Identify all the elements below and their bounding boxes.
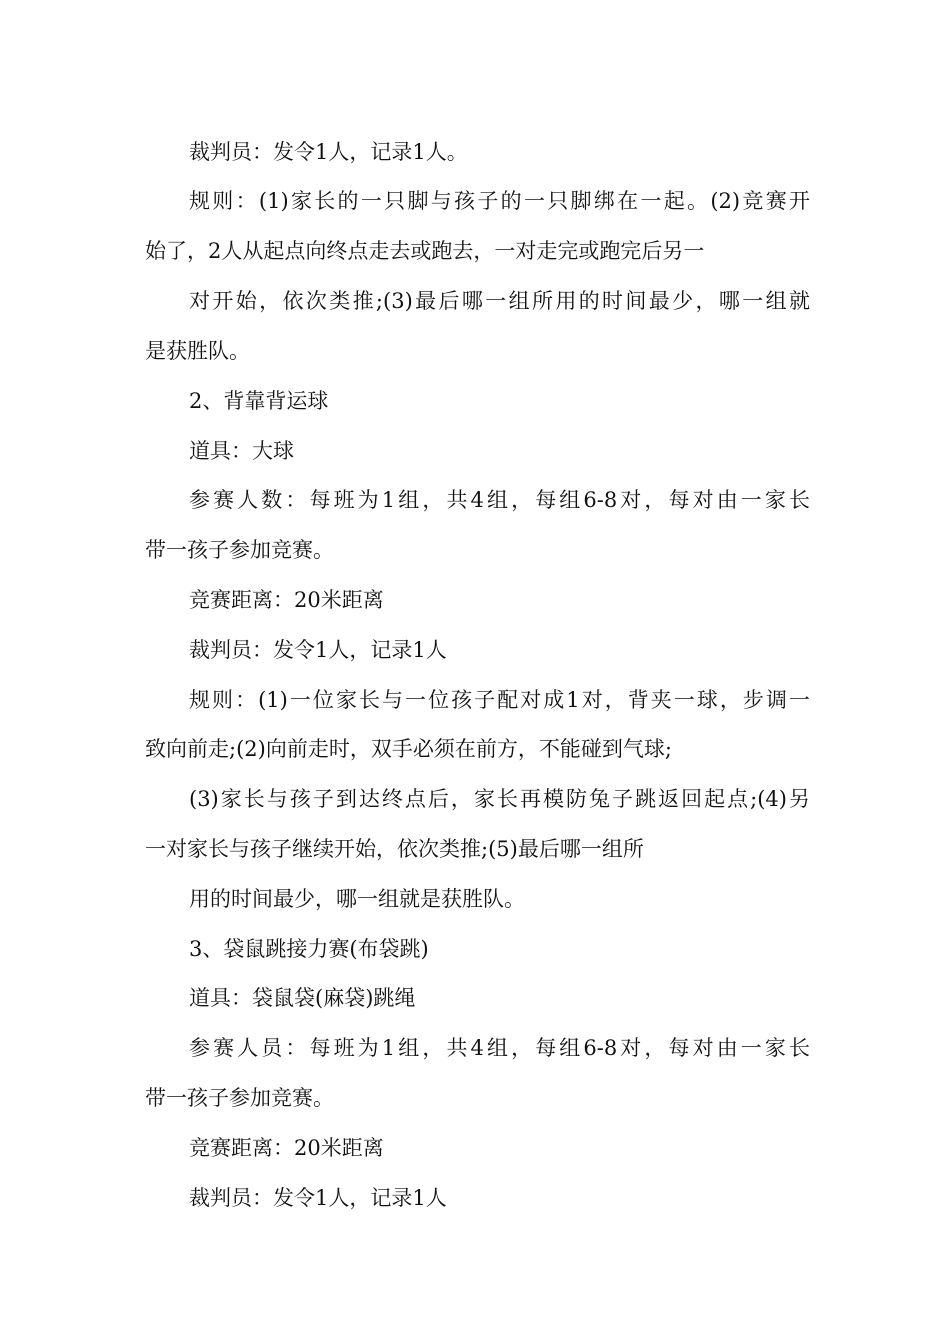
text-line-distance-3: 竞赛距离：20米距离 — [189, 1136, 384, 1160]
text-line-rules-2: 规则：(1)一位家长与一位孩子配对成1对，背夹一球，步调一 — [189, 688, 810, 712]
text-line-participants-3: 参赛人员：每班为1组，共4组，每组6-8对，每对由一家长 — [189, 1036, 810, 1060]
section-heading-2: 2、背靠背运球 — [189, 389, 329, 413]
text-line-rules-1-next: 对开始，依次类推;(3)最后哪一组所用的时间最少，哪一组就 — [189, 289, 810, 313]
text-line-participants-2-cont: 带一孩子参加竞赛。 — [145, 538, 334, 562]
text-line-participants-3-cont: 带一孩子参加竞赛。 — [145, 1086, 334, 1110]
text-line-rules-2-cont2: 一对家长与孩子继续开始，依次类推;(5)最后哪一组所 — [145, 837, 644, 861]
text-line-winner-2: 用的时间最少，哪一组就是获胜队。 — [189, 887, 525, 911]
text-line-props-3: 道具：袋鼠袋(麻袋)跳绳 — [189, 986, 416, 1010]
section-heading-3: 3、袋鼠跳接力赛(布袋跳) — [189, 937, 429, 961]
text-line-distance-2: 竞赛距离：20米距离 — [189, 588, 384, 612]
text-line-rules-1-cont: 始了，2人从起点向终点走去或跑去，一对走完或跑完后另一 — [145, 239, 705, 263]
text-line-props-2: 道具：大球 — [189, 439, 294, 463]
text-line-rules-2-cont: 致向前走;(2)向前走时，双手必须在前方，不能碰到气球; — [145, 737, 672, 761]
text-line-rules-2-next: (3)家长与孩子到达终点后，家长再模防兔子跳返回起点;(4)另 — [189, 787, 810, 811]
text-line-referee-2: 裁判员：发令1人，记录1人 — [189, 638, 447, 662]
text-line-winner: 是获胜队。 — [145, 339, 250, 363]
text-line-participants-2: 参赛人数：每班为1组，共4组，每组6-8对，每对由一家长 — [189, 488, 810, 512]
text-line-rules-1: 规则：(1)家长的一只脚与孩子的一只脚绑在一起。(2)竞赛开 — [189, 189, 810, 213]
text-line-referee-3: 裁判员：发令1人，记录1人 — [189, 1186, 447, 1210]
text-line-referee: 裁判员：发令1人，记录1人。 — [189, 140, 468, 164]
